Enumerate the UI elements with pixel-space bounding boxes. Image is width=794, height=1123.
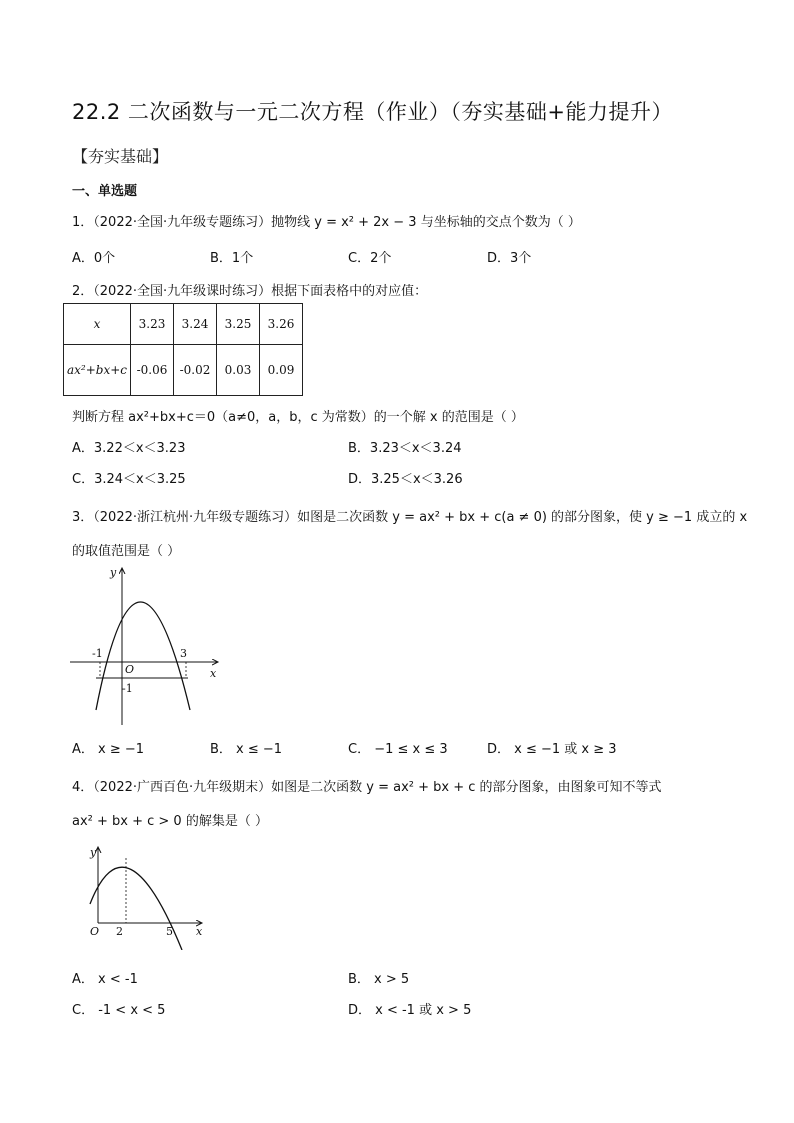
- table-cell: 3.24: [174, 304, 217, 345]
- table-cell: 3.25: [217, 304, 260, 345]
- question-2-text: 2．（2022·全国·九年级课时练习）根据下面表格中的对应值：: [72, 284, 428, 299]
- tick-label-5: 5: [166, 925, 173, 938]
- table-row: [64, 304, 303, 345]
- q1-option-a[interactable]: A．0个: [72, 251, 116, 266]
- q3-parabola-graph: [60, 560, 230, 730]
- y-axis-label: y: [110, 566, 117, 579]
- q3-option-c[interactable]: C． −1 ≤ x ≤ 3: [348, 742, 448, 757]
- q1-option-d[interactable]: D．3个: [487, 251, 532, 266]
- y-axis-label: y: [90, 846, 97, 859]
- origin-label: O: [125, 663, 135, 676]
- tick-label-neg1: -1: [92, 647, 103, 660]
- tick-label-y-neg1: -1: [122, 682, 133, 695]
- q1-option-b[interactable]: B．1个: [210, 251, 254, 266]
- q2-option-d[interactable]: D．3.25＜x＜3.26: [348, 472, 463, 487]
- parabola-curve: [96, 602, 190, 710]
- value-table: [63, 303, 303, 396]
- table-header-expression: ax²+bx+c: [64, 345, 131, 396]
- x-axis-label: x: [210, 667, 217, 680]
- question-4-text: 4．（2022·广西百色·九年级期末）如图是二次函数 y = ax² + bx + c 的部分图象，由图象可知不等式: [72, 780, 662, 795]
- table-row: [64, 345, 303, 396]
- q3-option-d[interactable]: D． x ≤ −1 或 x ≥ 3: [487, 742, 617, 757]
- origin-label: O: [90, 925, 100, 938]
- question-3-text: 3．（2022·浙江杭州·九年级专题练习）如图是二次函数 y = ax² + bx + c(a ≠ 0) 的部分图象，使 y ≥ −1 成立的 x: [72, 510, 748, 525]
- page-title: 22.2 二次函数与一元二次方程（作业）（夯实基础+能力提升）: [72, 100, 674, 124]
- subheading-single-choice: 一、单选题: [72, 184, 138, 199]
- question-3-text-cont: 的取值范围是（ ）: [72, 544, 181, 559]
- q3-option-a[interactable]: A． x ≥ −1: [72, 742, 145, 757]
- q1-option-c[interactable]: C．2个: [348, 251, 392, 266]
- table-cell: 0.09: [260, 345, 303, 396]
- table-cell: 3.26: [260, 304, 303, 345]
- tick-label-2: 2: [116, 925, 123, 938]
- q2-option-a[interactable]: A．3.22＜x＜3.23: [72, 441, 186, 456]
- q4-option-b[interactable]: B． x > 5: [348, 972, 410, 987]
- table-cell: 0.03: [217, 345, 260, 396]
- q4-option-c[interactable]: C． -1 < x < 5: [72, 1003, 166, 1018]
- q2-option-c[interactable]: C．3.24＜x＜3.25: [72, 472, 186, 487]
- q4-option-a[interactable]: A． x < -1: [72, 972, 138, 987]
- q4-parabola-graph: [80, 842, 210, 950]
- q2-option-b[interactable]: B．3.23＜x＜3.24: [348, 441, 462, 456]
- table-header-x: x: [64, 304, 131, 345]
- table-cell: 3.23: [131, 304, 174, 345]
- table-cell: -0.06: [131, 345, 174, 396]
- question-2-prompt: 判断方程 ax²+bx+c＝0（a≠0，a，b，c 为常数）的一个解 x 的范围是（ ）: [72, 410, 524, 425]
- q3-option-b[interactable]: B． x ≤ −1: [210, 742, 283, 757]
- x-axis-label: x: [196, 925, 203, 938]
- section-heading: 【夯实基础】: [72, 147, 169, 166]
- question-1-text: 1．（2022·全国·九年级专题练习）抛物线 y = x² + 2x − 3 与坐标轴的交点个数为（ ）: [72, 215, 581, 230]
- table-cell: -0.02: [174, 345, 217, 396]
- q4-option-d[interactable]: D． x < -1 或 x > 5: [348, 1003, 472, 1018]
- tick-label-3: 3: [180, 647, 187, 660]
- question-4-text-cont: ax² + bx + c > 0 的解集是（ ）: [72, 814, 268, 829]
